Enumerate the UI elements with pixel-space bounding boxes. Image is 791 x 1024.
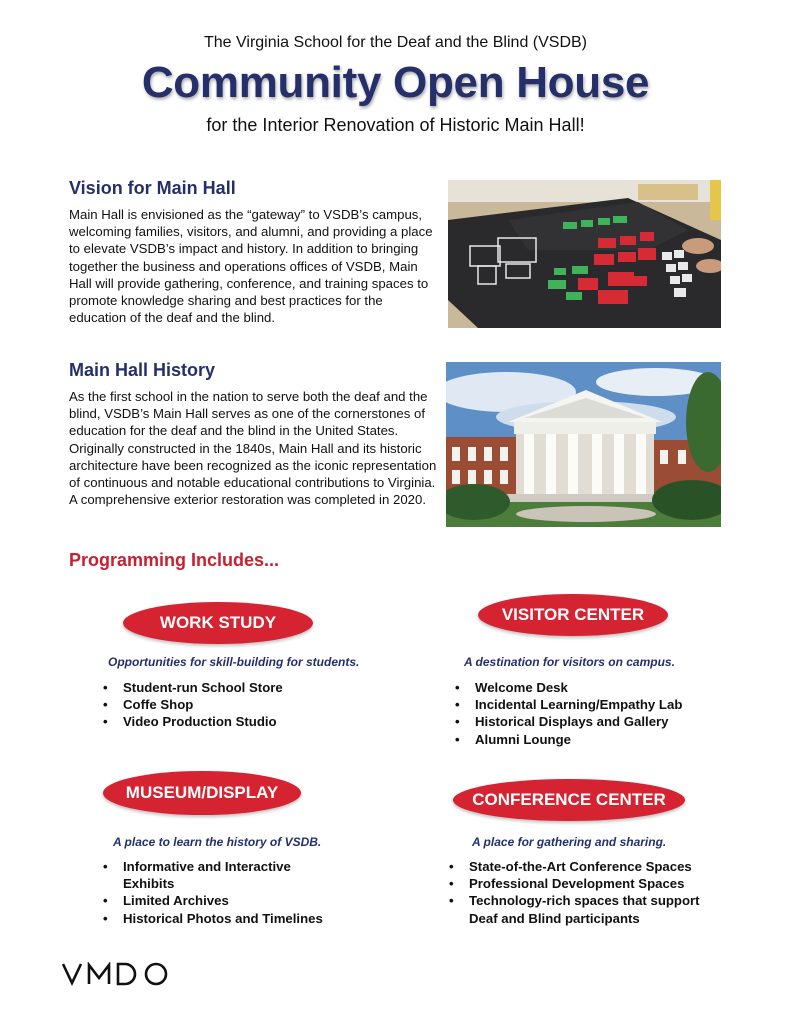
page-title: Community Open House	[141, 58, 650, 107]
list-item: • State-of-the-Art Conference Spaces	[449, 858, 719, 875]
history-paragraph: As the first school in the nation to serve both the deaf and the blind, VSDB’s Main Hall serves as one of the cornerstones of education for the deaf and the blind in the United States. Originally constructed in the 1840s, Main Hall and its historic architecture have been recognized as the iconic representation of continuous and notable educational contributions to Virginia. A comprehensive exterior restoration was completed in 2020.	[69, 389, 437, 508]
vision-heading: Vision for Main Hall	[69, 178, 236, 198]
main-hall-photo	[446, 362, 721, 527]
school-name: The Virginia School for the Deaf and the Blind (VSDB)	[203, 34, 588, 51]
conference-center-list	[449, 858, 719, 927]
list-item: • Video Production Studio	[103, 713, 343, 730]
list-item: • Incidental Learning/Empathy Lab	[455, 696, 725, 713]
museum-display-badge: MUSEUM/DISPLAY	[103, 771, 301, 815]
list-item: • Informative and Interactive Exhibits	[103, 858, 333, 892]
list-item: • Coffe Shop	[103, 696, 343, 713]
visitor-center-badge: VISITOR CENTER	[478, 594, 668, 636]
museum-display-description: A place to learn the history of VSDB.	[113, 835, 322, 849]
museum-display-list	[103, 858, 333, 927]
tactile-model-photo	[448, 180, 721, 328]
list-item: • Alumni Lounge	[455, 731, 725, 748]
list-item: • Technology-rich spaces that support Deaf and Blind participants	[449, 892, 719, 926]
list-item: • Professional Development Spaces	[449, 875, 719, 892]
list-item: • Limited Archives	[103, 892, 333, 909]
programming-heading: Programming Includes...	[69, 550, 280, 570]
list-item: • Historical Displays and Gallery	[455, 713, 725, 730]
work-study-description: Opportunities for skill-building for students.	[108, 655, 360, 669]
list-item: • Historical Photos and Timelines	[103, 910, 333, 927]
work-study-list	[103, 679, 343, 731]
vision-paragraph: Main Hall is envisioned as the “gateway” to VSDB’s campus, welcoming families, visitors, and alumni, and providing a place to elevate VSDB’s impact and history. In addition to bringing together the business and operations offices of VSDB, Main Hall will provide gathering, conference, and training spaces to promote knowledge sharing and best practices for the education of the deaf and the blind.	[69, 207, 433, 326]
conference-center-description: A place for gathering and sharing.	[472, 835, 667, 849]
conference-center-badge: CONFERENCE CENTER	[453, 779, 685, 821]
list-item: • Student-run School Store	[103, 679, 343, 696]
vmdo-logo	[62, 962, 172, 991]
list-item: • Welcome Desk	[455, 679, 725, 696]
page-subtitle: for the Interior Renovation of Historic Main Hall!	[206, 115, 585, 135]
visitor-center-description: A destination for visitors on campus.	[464, 655, 675, 669]
work-study-badge: WORK STUDY	[123, 602, 313, 644]
history-heading: Main Hall History	[69, 360, 216, 380]
visitor-center-list	[455, 679, 725, 748]
